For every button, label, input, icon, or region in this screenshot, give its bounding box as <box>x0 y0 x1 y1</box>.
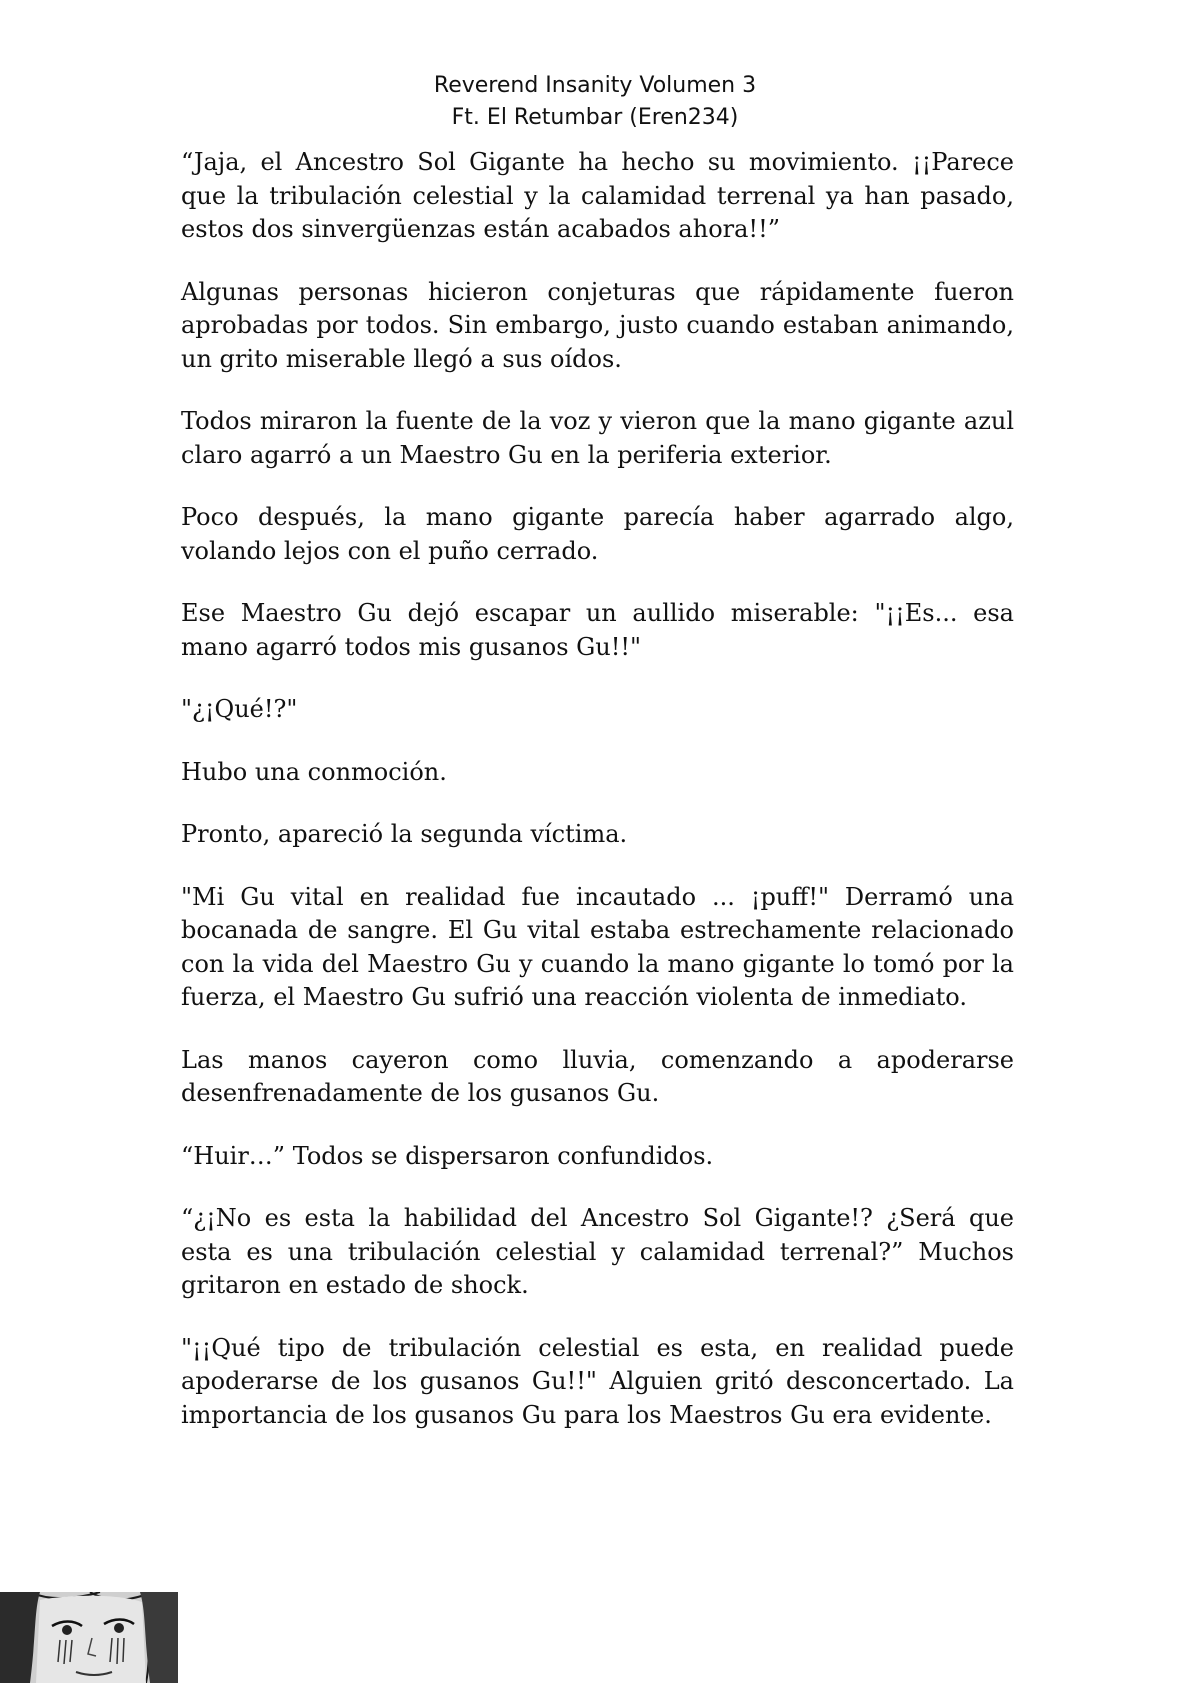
body-text <box>181 146 1014 1461</box>
paragraph: “¿¡No es esta la habilidad del Ancestro Sol Gigante!? ¿Será que esta es una tribulación celestial y calamidad terrenal?” Muchos gritaron en estado de shock. <box>181 1204 1014 1299</box>
paragraph: Todos miraron la fuente de la voz y vieron que la mano gigante azul claro agarró a un Maestro Gu en la periferia exterior. <box>181 407 1014 469</box>
paragraph: “Huir…” Todos se dispersaron confundidos. <box>181 1141 714 1170</box>
paragraph: "Mi Gu vital en realidad fue incautado ... ¡puff!" Derramó una bocanada de sangre. El Gu vital estaba estrechamente relacionado con la vida del Maestro Gu y cuando la mano gigante lo tomó por la fuerza, el Maestro Gu sufrió una reacción violenta de inmediato. <box>181 882 1014 1011</box>
page-header <box>0 70 1190 134</box>
paragraph: “Jaja, el Ancestro Sol Gigante ha hecho su movimiento. ¡¡Parece que la tribulación celestial y la calamidad terrenal ya han pasado, estos dos sinvergüenzas están acabados ahora!!” <box>181 148 1014 243</box>
portrait-illustration <box>0 1592 178 1683</box>
paragraph: "¡¡Qué tipo de tribulación celestial es esta, en realidad puede apoderarse de los gusanos Gu!!" Alguien gritó desconcertado. La importancia de los gusanos Gu para los Maestros Gu era evidente. <box>181 1333 1014 1429</box>
paragraph: Poco después, la mano gigante parecía haber agarrado algo, volando lejos con el puño cerrado. <box>181 503 1014 565</box>
paragraph: Pronto, apareció la segunda víctima. <box>181 820 628 848</box>
paragraph: Hubo una conmoción. <box>181 757 447 786</box>
paragraph: "¿¡Qué!?" <box>181 695 298 723</box>
paragraph: Las manos cayeron como lluvia, comenzando a apoderarse desenfrenadamente de los gusanos Gu. <box>181 1045 1014 1107</box>
header-subtitle: Ft. El Retumbar (Eren234) <box>451 105 739 130</box>
manga-portrait-image <box>0 1592 178 1683</box>
paragraph: Algunas personas hicieron conjeturas que rápidamente fueron aprobadas por todos. Sin embargo, justo cuando estaban animando, un grito miserable llegó a sus oídos. <box>181 277 1014 373</box>
paragraph: Ese Maestro Gu dejó escapar un aullido miserable: "¡¡Es... esa mano agarró todos mis gusanos Gu!!" <box>181 599 1014 661</box>
header-title: Reverend Insanity Volumen 3 <box>433 73 757 98</box>
